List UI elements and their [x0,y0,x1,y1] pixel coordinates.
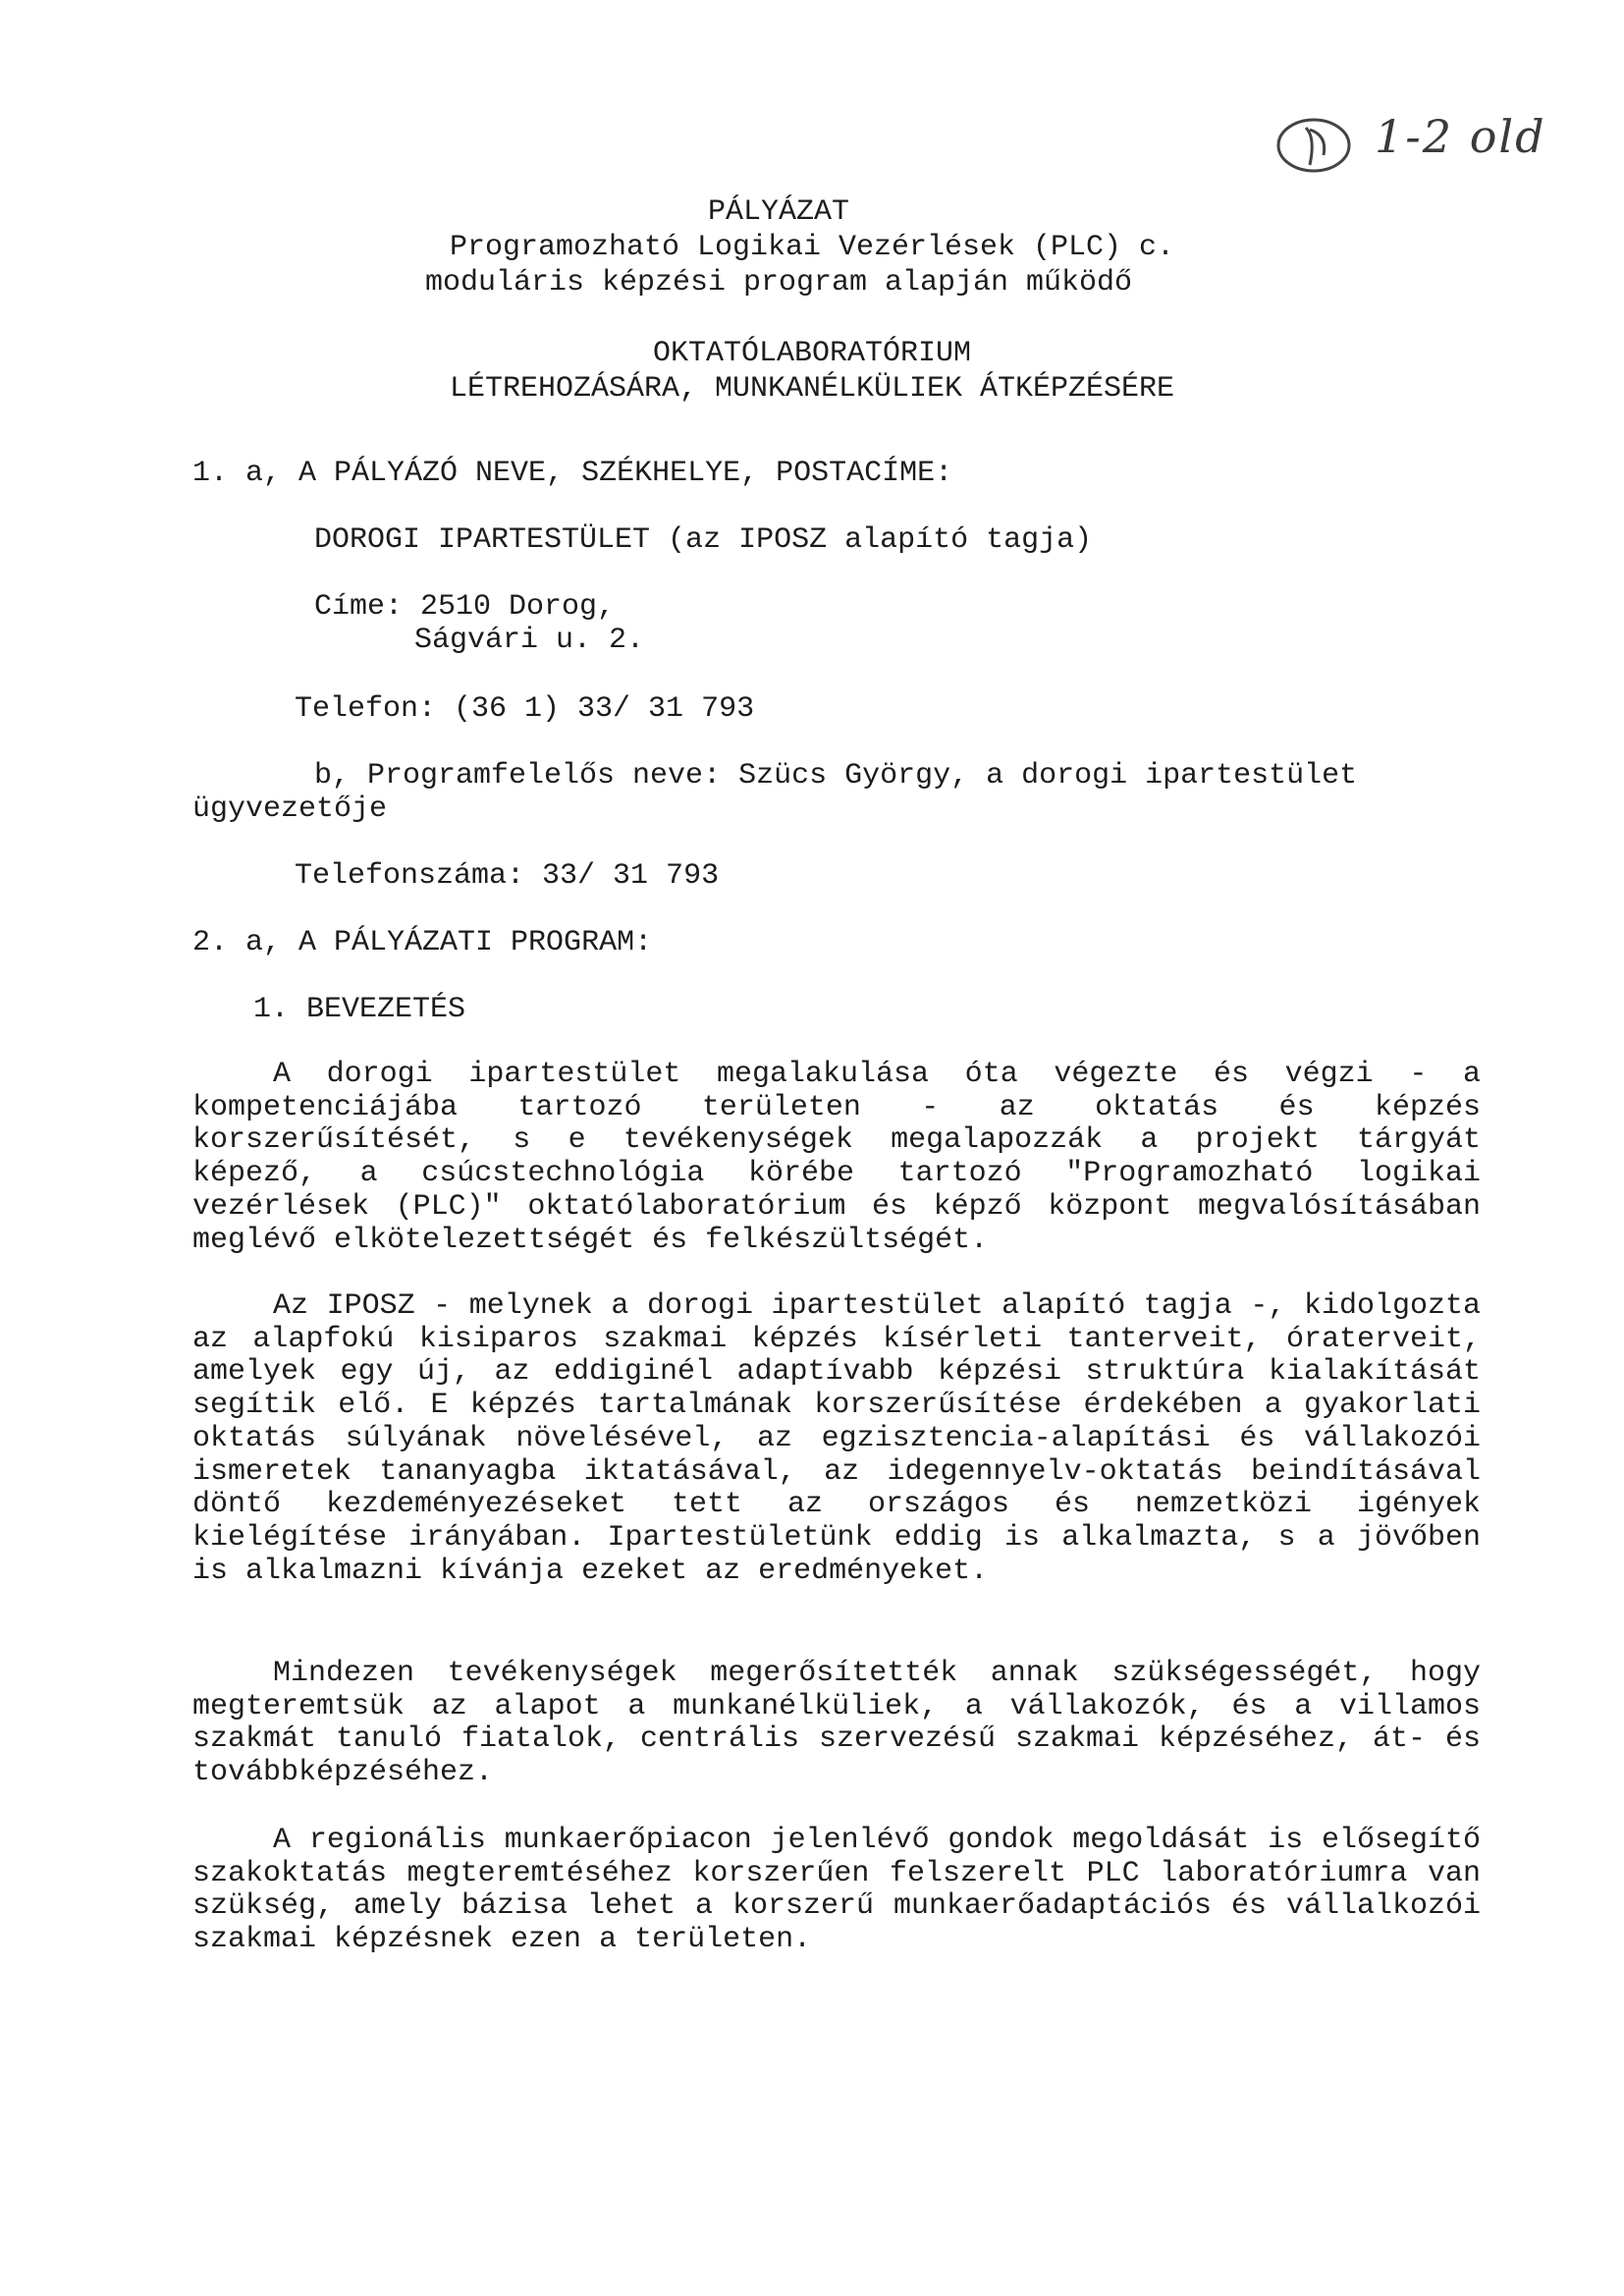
document-title-block [0,194,1624,407]
handwritten-note: 1-2 old [1375,110,1546,163]
section-1-heading: 1. a, A PÁLYÁZÓ NEVE, SZÉKHELYE, POSTACÍME: [192,457,953,490]
subtitle-line-4: LÉTREHOZÁSÁRA, MUNKANÉLKÜLIEK ÁTKÉPZÉSÉRE [449,372,1175,406]
address-line-1: Címe: 2510 Dorog, [314,590,616,624]
paragraph-1: A dorogi ipartestület megalakulása óta végezte és végzi - a kompetenciájába tartozó területen - az oktatás és képzés korszerűsítését, s e tevékenységek megalapozzák a projekt tárgyát képező, a csúcstechnológia körébe tartozó "Programozható logikai vezérlések (PLC)" oktatólaboratórium és képző központ megvalósításában meglévő elkötelezettségét és felkészültségét. [192,1058,1481,1257]
phone-line: Telefon: (36 1) 33/ 31 793 [295,692,755,726]
manager-phone-line: Telefonszáma: 33/ 31 793 [295,859,720,893]
program-manager-line-1: b, Programfelelős neve: Szücs György, a dorogi ipartestület [314,759,1358,793]
section-2-heading: 2. a, A PÁLYÁZATI PROGRAM: [192,926,653,959]
introduction-heading: 1. BEVEZETÉS [253,993,466,1026]
paragraph-3: Mindezen tevékenységek megerősítették annak szükségességét, hogy megteremtsük az alapot a munkanélküliek, a vállakozók, és a villamos szakmát tanuló fiatalok, centrális szervezésű szakmai képzéséhez, át- és továbbképzéséhez. [192,1657,1481,1790]
subtitle-line-3: OKTATÓLABORATÓRIUM [652,337,972,370]
document-title: PÁLYÁZAT [707,195,850,229]
address-line-2: Ságvári u. 2. [414,624,645,657]
subtitle-line-1: Programozható Logikai Vezérlések (PLC) c. [449,231,1175,264]
paragraph-2: Az IPOSZ - melynek a dorogi ipartestület alapító tagja -, kidolgozta az alapfokú kisiparos szakmai képzés kísérleti tanterveit, óraterveit, amelyek egy új, az eddiginél adaptívabb képzési struktúra kialakítását segítik elő. E képzés tartalmának korszerűsítése érdekében a gyakorlati oktatás súlyának növelésével, az egzisztencia-alapítási és vállakozói ismeretek tananyagba iktatásával, az idegennyelv-oktatás beindításával döntő kezdeményezéseket tett az országos és nemzetközi igények kielégítése irányában. Ipartestületünk eddig is alkalmazta, s a jövőben is alkalmazni kívánja ezeket az eredményeket. [192,1289,1481,1588]
subtitle-line-2: moduláris képzési program alapján működő [424,266,1133,300]
applicant-name: DOROGI IPARTESTÜLET (az IPOSZ alapító tagja) [314,523,1093,557]
paragraph-4: A regionális munkaerőpiacon jelenlévő gondok megoldását is elősegítő szakoktatás megteremtéséhez korszerűen felszerelt PLC laboratóriumra van szükség, amely bázisa lehet a korszerű munkaerőadaptációs és vállalkozói szakmai képzésnek ezen a területen. [192,1824,1481,1957]
program-manager-line-2: ügyvezetője [192,793,388,826]
